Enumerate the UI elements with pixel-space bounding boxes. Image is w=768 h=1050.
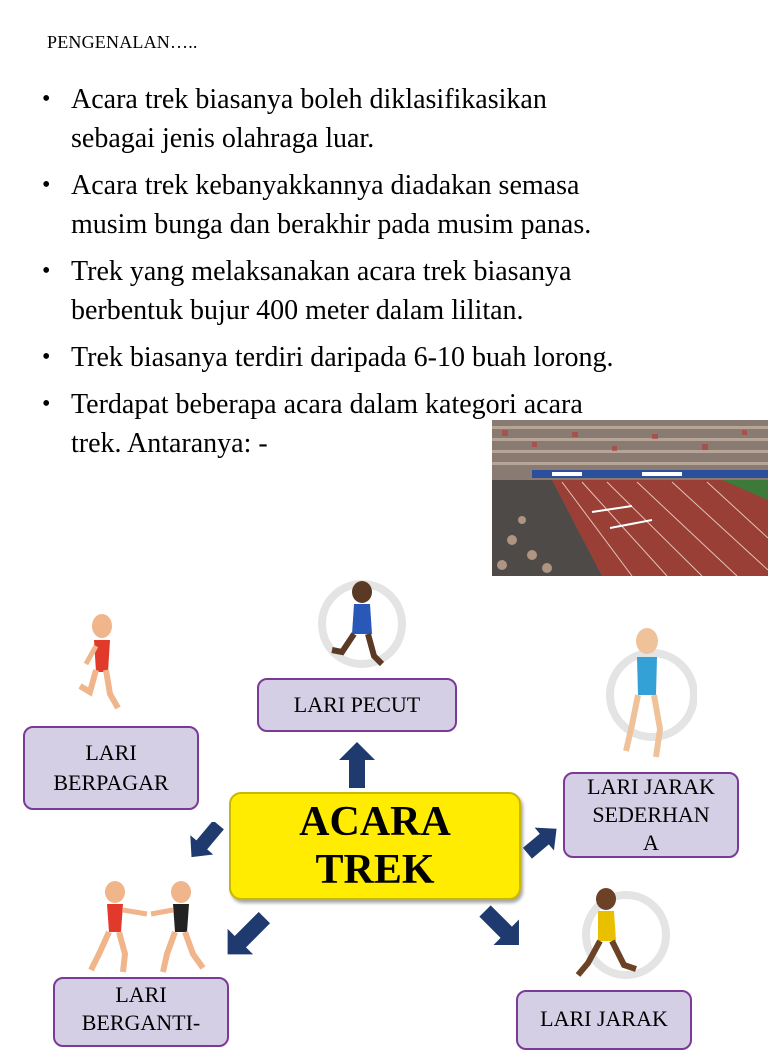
- bullet-text: Trek biasanya terdiri daripada 6-10 buah lorong.: [71, 342, 614, 373]
- lari-jarak-sederhana-label: LARI JARAK SEDERHAN A: [587, 774, 715, 855]
- bullet-icon: •: [42, 344, 51, 370]
- bullet-item: [40, 252, 730, 330]
- bullet-item: [40, 80, 730, 158]
- bullet-icon: •: [42, 172, 51, 198]
- arrow-up-icon: [339, 742, 375, 788]
- arrow-downright-icon: [478, 904, 526, 952]
- middle-distance-runner-figure: [592, 625, 697, 765]
- stadium-track-photo: [492, 420, 768, 576]
- sprinter-figure: [300, 578, 410, 670]
- long-distance-runner-figure: [560, 885, 670, 985]
- arrow-downleft-icon: [220, 910, 272, 962]
- lari-pecut-box: [257, 678, 457, 732]
- lari-jarak-jauh-label: LARI JARAK: [540, 1006, 668, 1031]
- acara-trek-label: ACARA TREK: [299, 799, 451, 893]
- lari-berpagar-box: [23, 726, 199, 810]
- lari-pecut-label: LARI PECUT: [293, 692, 421, 717]
- acara-trek-center-box: [229, 792, 521, 900]
- bullet-text: Acara trek biasanya boleh diklasifikasikan sebagai jenis olahraga luar.: [71, 84, 547, 154]
- arrow-upright-icon: [523, 822, 561, 860]
- hurdler-figure: [70, 612, 130, 717]
- bullet-text: Terdapat beberapa acara dalam kategori acara trek. Antaranya: -: [71, 389, 583, 459]
- bullet-icon: •: [42, 86, 51, 112]
- relay-runners-figure: [85, 880, 210, 975]
- lari-jarak-jauh-box: [516, 990, 692, 1050]
- lari-berganti-box: [53, 977, 229, 1047]
- bullet-text: Acara trek kebanyakkannya diadakan semasa musim bunga dan berakhir pada musim panas.: [71, 170, 592, 240]
- bullet-item: [40, 166, 730, 244]
- bullet-icon: •: [42, 391, 51, 417]
- bullet-text: Trek yang melaksanakan acara trek biasanya berbentuk bujur 400 meter dalam lilitan.: [71, 256, 572, 326]
- bullet-list: [40, 80, 730, 471]
- bullet-icon: •: [42, 258, 51, 284]
- lari-berpagar-label: LARI BERPAGAR: [53, 740, 169, 795]
- slide-heading: PENGENALAN…..: [47, 32, 198, 52]
- lari-berganti-label: LARI BERGANTI-: [81, 982, 201, 1035]
- arrow-upleft-icon: [184, 822, 226, 860]
- lari-jarak-sederhana-box: [563, 772, 739, 858]
- bullet-item: [40, 338, 730, 377]
